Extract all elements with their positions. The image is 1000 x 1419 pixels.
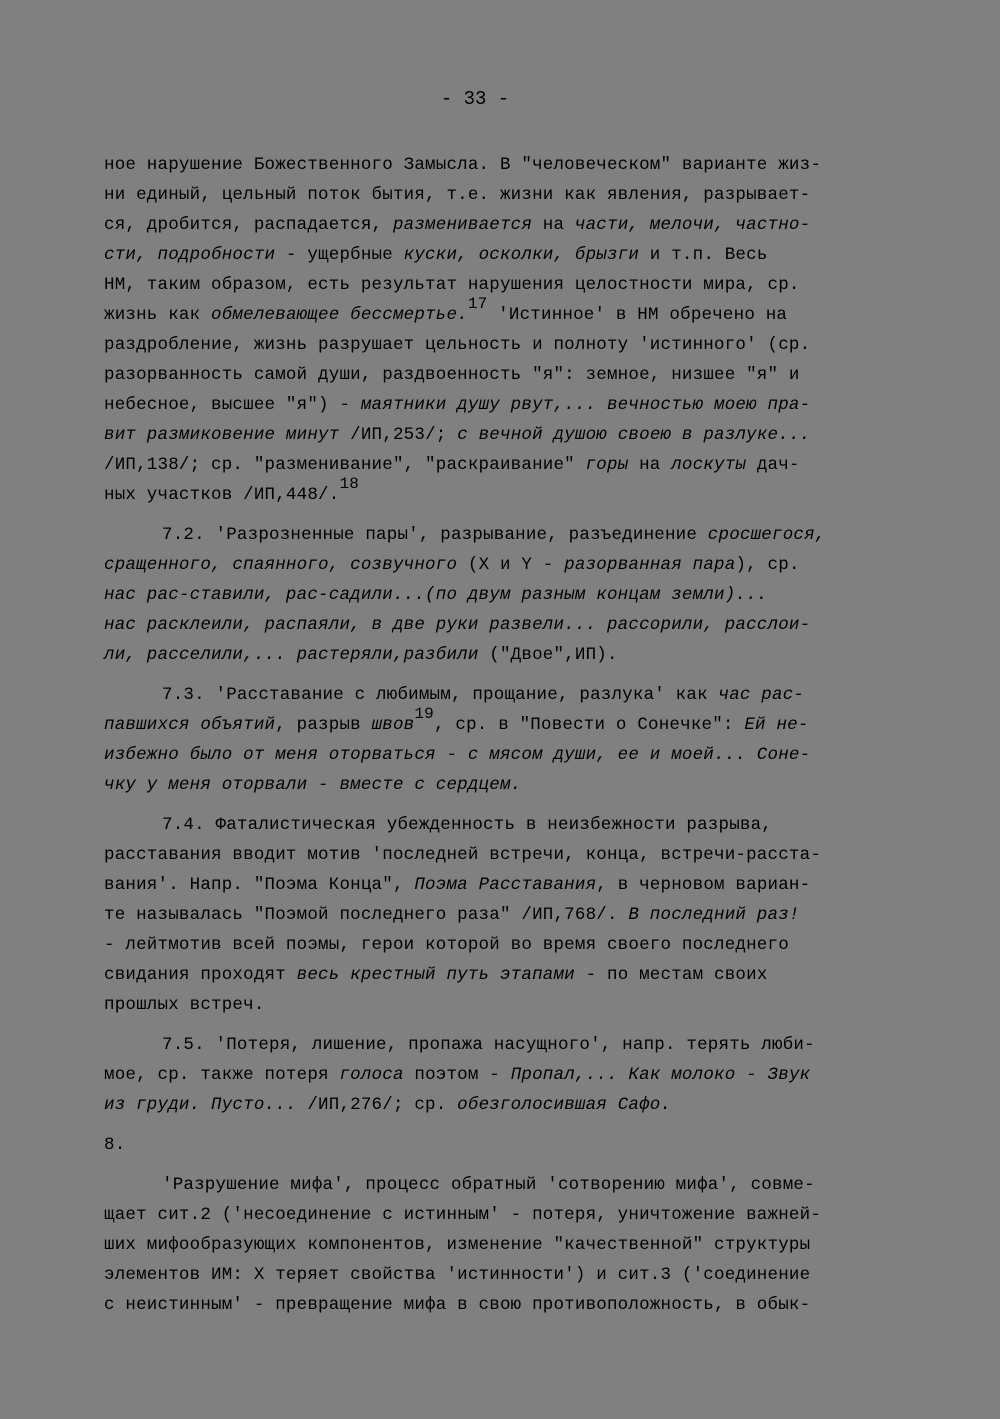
text-line: из груди. Пусто... /ИП,276/; ср. обезголосившая Сафо.	[104, 1095, 672, 1115]
text-line: сти, подробности - ущербные куски, осколки, брызги и т.п. Весь	[104, 245, 768, 265]
text-line: ли, расселили,... растеряли,разбили ("Двое",ИП).	[104, 645, 618, 665]
text-line: павшихся объятий, разрыв швов$^{19}$, ср. в "Повести о Сонечке": Ей не-	[104, 705, 809, 735]
paragraph-gap	[104, 1120, 904, 1130]
text-line: свидания проходят весь крестный путь этапами - по местам своих	[104, 965, 768, 985]
text-line: 7.5. 'Потеря, лишение, пропажа насущного', напр. терять люби-	[162, 1035, 815, 1055]
text-line: /ИП,138/; ср. "разменивание", "раскраивание" горы на лоскуты дач-	[104, 455, 800, 475]
document-body	[104, 150, 904, 1320]
paragraph-gap	[104, 1020, 904, 1030]
text-line: ших мифообразующих компонентов, изменение "качественной" структуры	[104, 1235, 811, 1255]
text-line: сращенного, спаянного, созвучного (X и Y - разорванная пара), ср.	[104, 555, 800, 575]
text-line: элементов ИМ: X теряет свойства 'истинности') и сит.3 ('соединение	[104, 1265, 811, 1285]
text-line: ных участков /ИП,448/.$^{18}$	[104, 475, 360, 505]
text-line: с неистинным' - превращение мифа в свою противоположность, в обык-	[104, 1295, 811, 1315]
text-line: 7.2. 'Разрозненные пары', разрывание, разъединение сросшегося,	[162, 525, 826, 545]
page-number: - 33 -	[440, 88, 510, 110]
text-line: мое, ср. также потеря голоса поэтом - Пропал,... Как молоко - Звук	[104, 1065, 811, 1085]
text-line: прошлых встреч.	[104, 995, 265, 1015]
text-line: ся, дробится, распадается, разменивается на части, мелочи, частно-	[104, 215, 811, 235]
text-line: небесное, высшее "я") - маятники душу рвут,... вечностью моею пра-	[104, 395, 811, 415]
text-line: 'Разрушение мифа', процесс обратный 'сотворению мифа', совме-	[162, 1175, 815, 1195]
text-line: чку у меня оторвали - вместе с сердцем.	[104, 775, 522, 795]
text-line: ни единый, цельный поток бытия, т.е. жизни как явления, разрывает-	[104, 185, 811, 205]
text-line: раздробление, жизнь разрушает цельность и полноту 'истинного' (ср.	[104, 335, 811, 355]
text-line: ное нарушение Божественного Замысла. В "человеческом" варианте жиз-	[104, 155, 822, 175]
text-line: 8.	[104, 1135, 126, 1155]
text-line: те называлась "Поэмой последнего раза" /ИП,768/. В последний раз!	[104, 905, 800, 925]
text-line: - лейтмотив всей поэмы, герои которой во время своего последнего	[104, 935, 789, 955]
text-line: щает сит.2 ('несоединение с истинным' - потеря, уничтожение важней-	[104, 1205, 822, 1225]
text-line: жизнь как обмелевающее бессмертье.$^{17}$ 'Истинное' в НМ обречено на	[104, 295, 788, 325]
text-line: вит размиковение минут /ИП,253/; с вечной душою своею в разлуке...	[104, 425, 811, 445]
text-line: НМ, таким образом, есть результат нарушения целостности мира, ср.	[104, 275, 800, 295]
paragraph-gap	[104, 670, 904, 680]
paragraph-gap	[104, 1160, 904, 1170]
paragraph-gap	[104, 510, 904, 520]
text-line: нас расклеили, распаяли, в две руки развели... рассорили, расслои-	[104, 615, 811, 635]
text-line: вания'. Напр. "Поэма Конца", Поэма Расставания, в черновом вариан-	[104, 875, 811, 895]
text-line: 7.3. 'Расставание с любимым, прощание, разлука' как час рас-	[162, 685, 805, 705]
paragraph-gap	[104, 800, 904, 810]
text-line: нас рас-ставили, рас-садили...(по двум разным концам земли)...	[104, 585, 768, 605]
text-line: разорванность самой души, раздвоенность "я": земное, низшее "я" и	[104, 365, 800, 385]
text-line: избежно было от меня оторваться - с мясом души, ее и моей... Соне-	[104, 745, 811, 765]
text-line: расставания вводит мотив 'последней встречи, конца, встречи-расста-	[104, 845, 822, 865]
text-line: 7.4. Фаталистическая убежденность в неизбежности разрыва,	[162, 815, 772, 835]
